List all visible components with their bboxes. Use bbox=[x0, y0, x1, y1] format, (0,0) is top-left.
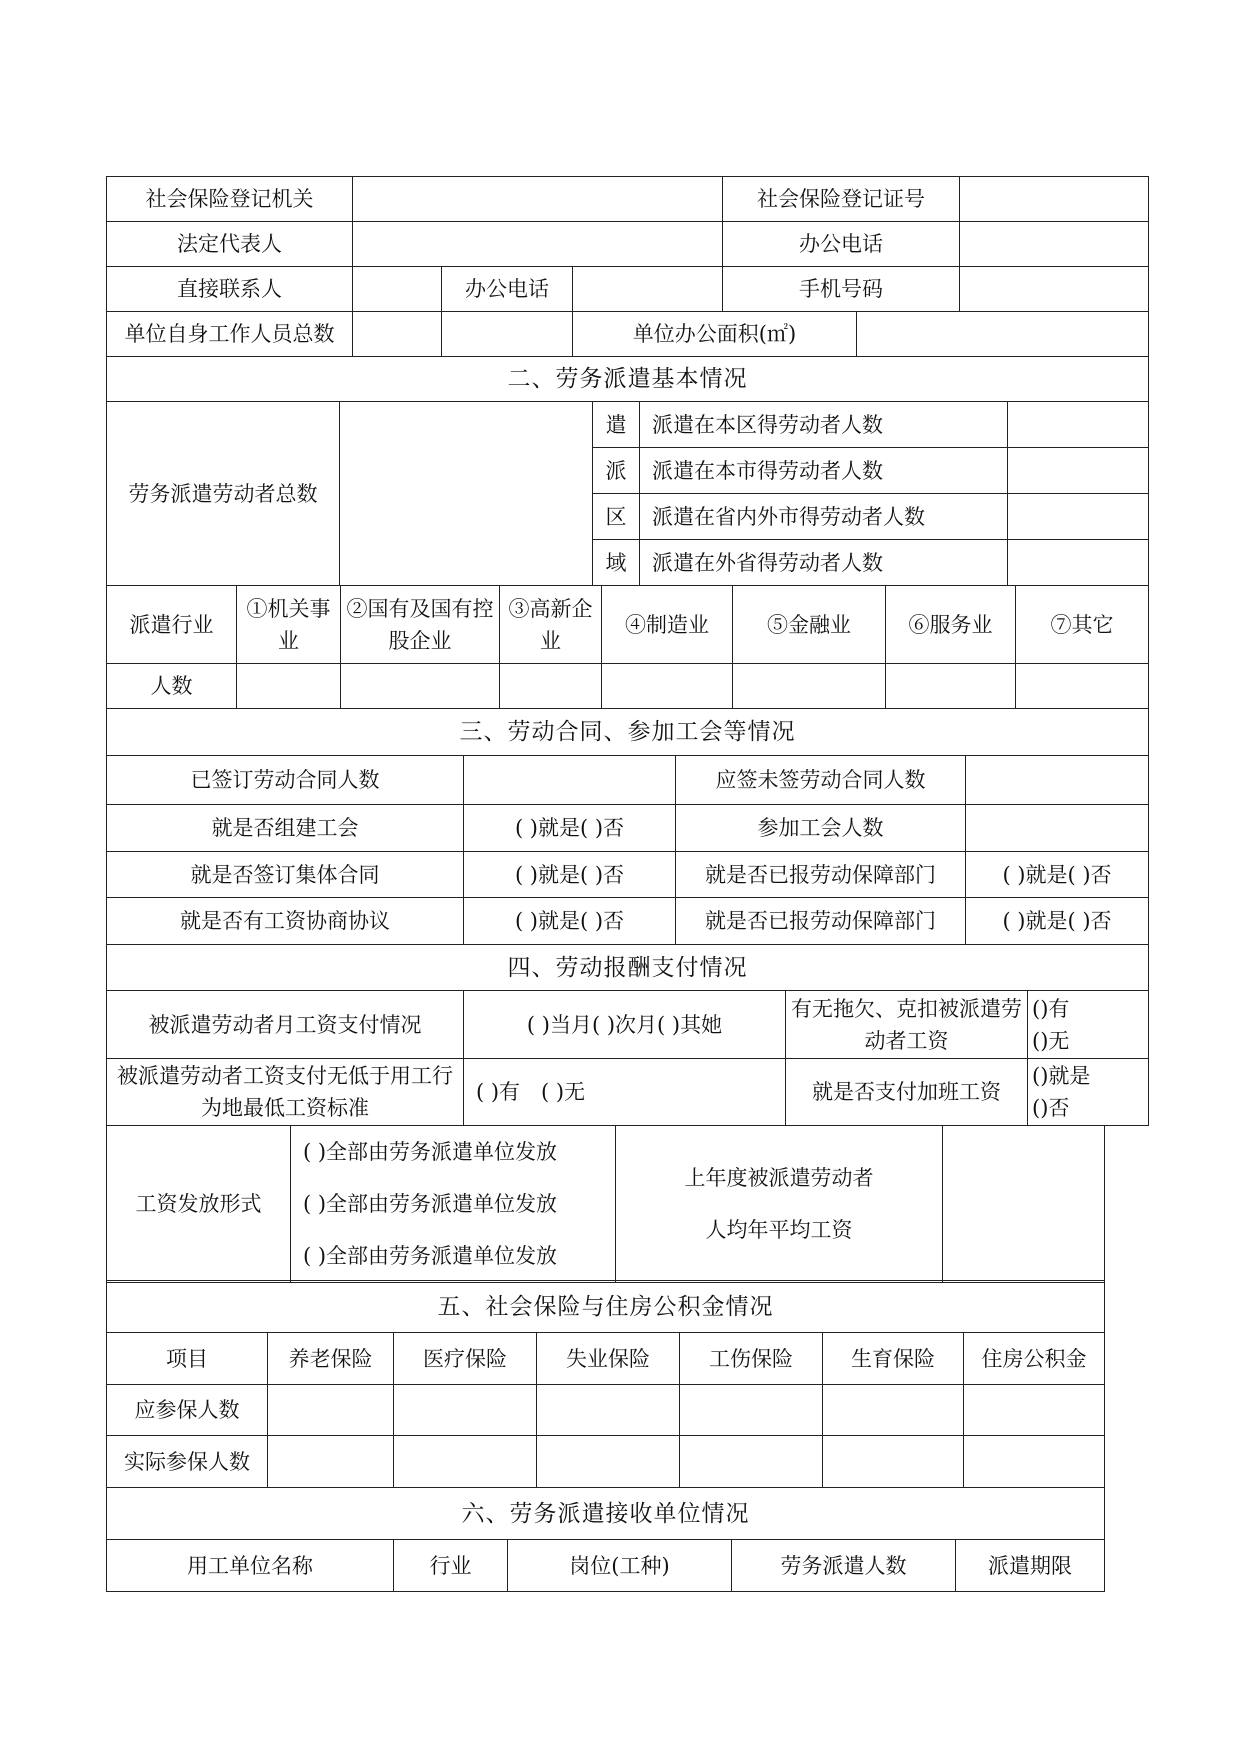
avg-wage-field[interactable] bbox=[943, 1126, 1105, 1283]
label-union: 就是否组建工会 bbox=[107, 805, 464, 852]
section-6-title: 六、劳务派遣接收单位情况 bbox=[107, 1488, 1105, 1540]
arrears-no[interactable]: ()无 bbox=[1032, 1028, 1070, 1053]
should-injury-field[interactable] bbox=[680, 1385, 823, 1436]
header-housing-fund: 住房公积金 bbox=[964, 1333, 1105, 1385]
label-avg-wage-line2: 人均年平均工资 bbox=[705, 1218, 853, 1242]
label-legal-rep: 法定代表人 bbox=[107, 222, 353, 267]
contact-field[interactable] bbox=[353, 267, 442, 312]
office-phone2-field[interactable] bbox=[573, 267, 723, 312]
header-industry: 行业 bbox=[394, 1540, 508, 1592]
region-char-4: 域 bbox=[593, 540, 640, 586]
label-avg-wage-line1: 上年度被派遣劳动者 bbox=[684, 1166, 874, 1190]
count-other-field[interactable] bbox=[1016, 664, 1149, 709]
label-si-authority: 社会保险登记机关 bbox=[107, 177, 353, 222]
basic-info-table bbox=[106, 176, 1149, 357]
staff-total-field-2[interactable] bbox=[442, 312, 573, 357]
wage-agreement-yes-no[interactable]: ( )就是( )否 bbox=[464, 898, 676, 945]
label-wage-agreement: 就是否有工资协商协议 bbox=[107, 898, 464, 945]
pay-form-option-3[interactable]: ( )全部由劳务派遣单位发放 bbox=[303, 1244, 558, 1268]
header-medical: 医疗保险 bbox=[394, 1333, 537, 1385]
label-unsigned-contracts: 应签未签劳动合同人数 bbox=[676, 756, 966, 805]
label-signed-contracts: 已签订劳动合同人数 bbox=[107, 756, 464, 805]
should-housing-field[interactable] bbox=[964, 1385, 1105, 1436]
overtime-no[interactable]: ()否 bbox=[1032, 1096, 1070, 1120]
should-maternity-field[interactable] bbox=[823, 1385, 964, 1436]
staff-total-field[interactable] bbox=[353, 312, 442, 357]
arrears-yes[interactable]: ()有 bbox=[1032, 996, 1070, 1021]
header-maternity: 生育保险 bbox=[823, 1333, 964, 1385]
header-employer-name: 用工单位名称 bbox=[107, 1540, 394, 1592]
industry-soe: ②国有及国有控股企业 bbox=[341, 586, 500, 664]
header-dispatch-term: 派遣期限 bbox=[956, 1540, 1105, 1592]
actual-unemployment-field[interactable] bbox=[537, 1436, 680, 1488]
mobile-field[interactable] bbox=[960, 267, 1149, 312]
section-5-title: 五、社会保险与住房公积金情况 bbox=[107, 1281, 1105, 1333]
header-unemployment: 失业保险 bbox=[537, 1333, 680, 1385]
union-yes-no[interactable]: ( )就是( )否 bbox=[464, 805, 676, 852]
section-2-title: 二、劳务派遣基本情况 bbox=[107, 357, 1149, 402]
reported2-yes-no[interactable]: ( )就是( )否 bbox=[966, 898, 1149, 945]
industry-gov: ①机关事业 bbox=[237, 586, 341, 664]
label-office-phone2: 办公电话 bbox=[442, 267, 573, 312]
count-manufacturing-field[interactable] bbox=[602, 664, 733, 709]
label-staff-total: 单位自身工作人员总数 bbox=[107, 312, 353, 357]
count-gov-field[interactable] bbox=[237, 664, 341, 709]
section-3-title: 三、劳动合同、参加工会等情况 bbox=[107, 709, 1149, 756]
actual-housing-field[interactable] bbox=[964, 1436, 1105, 1488]
actual-injury-field[interactable] bbox=[680, 1436, 823, 1488]
should-pension-field[interactable] bbox=[268, 1385, 394, 1436]
si-number-field[interactable] bbox=[960, 177, 1149, 222]
label-region-city: 派遣在本市得劳动者人数 bbox=[640, 448, 1008, 494]
count-service-field[interactable] bbox=[886, 664, 1016, 709]
header-injury: 工伤保险 bbox=[680, 1333, 823, 1385]
count-hitech-field[interactable] bbox=[500, 664, 602, 709]
label-si-number: 社会保险登记证号 bbox=[723, 177, 960, 222]
label-region-province: 派遣在省内外市得劳动者人数 bbox=[640, 494, 1008, 540]
label-region-district: 派遣在本区得劳动者人数 bbox=[640, 402, 1008, 448]
industry-other: ⑦其它 bbox=[1016, 586, 1149, 664]
label-contact: 直接联系人 bbox=[107, 267, 353, 312]
collective-yes-no[interactable]: ( )就是( )否 bbox=[464, 852, 676, 898]
label-reported: 就是否已报劳动保障部门 bbox=[676, 852, 966, 898]
actual-maternity-field[interactable] bbox=[823, 1436, 964, 1488]
should-unemployment-field[interactable] bbox=[537, 1385, 680, 1436]
count-finance-field[interactable] bbox=[733, 664, 886, 709]
pay-form-table bbox=[106, 1125, 1105, 1283]
monthly-pay-options[interactable]: ( )当月( )次月( )其她 bbox=[464, 991, 786, 1059]
should-medical-field[interactable] bbox=[394, 1385, 537, 1436]
label-reported-2: 就是否已报劳动保障部门 bbox=[676, 898, 966, 945]
label-industry: 派遣行业 bbox=[107, 586, 237, 664]
label-should-insure: 应参保人数 bbox=[107, 1385, 268, 1436]
receiving-units-table bbox=[106, 1487, 1105, 1592]
union-members-field[interactable] bbox=[966, 805, 1149, 852]
header-pension: 养老保险 bbox=[268, 1333, 394, 1385]
actual-medical-field[interactable] bbox=[394, 1436, 537, 1488]
industry-manufacturing: ④制造业 bbox=[602, 586, 733, 664]
dispatch-basic-table bbox=[106, 356, 1149, 586]
office-area-field[interactable] bbox=[857, 312, 1149, 357]
section-4-title: 四、劳动报酬支付情况 bbox=[107, 945, 1149, 991]
label-min-wage: 被派遣劳动者工资支付无低于用工行为地最低工资标准 bbox=[107, 1059, 464, 1126]
label-office-area: 单位办公面积(㎡) bbox=[573, 312, 857, 357]
label-monthly-pay: 被派遣劳动者月工资支付情况 bbox=[107, 991, 464, 1059]
signed-contracts-field[interactable] bbox=[464, 756, 676, 805]
label-actual-insure: 实际参保人数 bbox=[107, 1436, 268, 1488]
count-soe-field[interactable] bbox=[341, 664, 500, 709]
region-other-province-field[interactable] bbox=[1008, 540, 1149, 586]
label-office-phone: 办公电话 bbox=[723, 222, 960, 267]
region-char-2: 派 bbox=[593, 448, 640, 494]
min-wage-options[interactable]: ( )有 ( )无 bbox=[464, 1059, 786, 1126]
unsigned-contracts-field[interactable] bbox=[966, 756, 1149, 805]
label-dispatch-total: 劳务派遣劳动者总数 bbox=[107, 402, 340, 586]
legal-rep-field[interactable] bbox=[353, 222, 723, 267]
region-char-3: 区 bbox=[593, 494, 640, 540]
si-authority-field[interactable] bbox=[353, 177, 723, 222]
dispatch-total-field[interactable] bbox=[340, 402, 593, 586]
header-position: 岗位(工种) bbox=[508, 1540, 732, 1592]
overtime-yes[interactable]: ()就是 bbox=[1032, 1064, 1091, 1088]
insurance-table bbox=[106, 1280, 1105, 1488]
label-region-other-province: 派遣在外省得劳动者人数 bbox=[640, 540, 1008, 586]
label-overtime: 就是否支付加班工资 bbox=[786, 1059, 1028, 1126]
header-dispatch-count: 劳务派遣人数 bbox=[732, 1540, 956, 1592]
label-union-members: 参加工会人数 bbox=[676, 805, 966, 852]
industry-service: ⑥服务业 bbox=[886, 586, 1016, 664]
industry-hitech: ③高新企业 bbox=[500, 586, 602, 664]
region-province-field[interactable] bbox=[1008, 494, 1149, 540]
actual-pension-field[interactable] bbox=[268, 1436, 394, 1488]
region-city-field[interactable] bbox=[1008, 448, 1149, 494]
industry-finance: ⑤金融业 bbox=[733, 586, 886, 664]
header-item: 项目 bbox=[107, 1333, 268, 1385]
label-arrears: 有无拖欠、克扣被派遣劳动者工资 bbox=[786, 991, 1028, 1059]
pay-table bbox=[106, 944, 1149, 1126]
industry-table bbox=[106, 585, 1149, 709]
contract-union-table bbox=[106, 708, 1149, 945]
label-mobile: 手机号码 bbox=[723, 267, 960, 312]
reported-yes-no[interactable]: ( )就是( )否 bbox=[966, 852, 1149, 898]
pay-form-option-2[interactable]: ( )全部由劳务派遣单位发放 bbox=[303, 1192, 558, 1216]
office-phone-field[interactable] bbox=[960, 222, 1149, 267]
label-pay-form: 工资发放形式 bbox=[107, 1126, 291, 1283]
label-collective-contract: 就是否签订集体合同 bbox=[107, 852, 464, 898]
pay-form-option-1[interactable]: ( )全部由劳务派遣单位发放 bbox=[303, 1140, 558, 1164]
region-char-1: 遣 bbox=[593, 402, 640, 448]
label-count: 人数 bbox=[107, 664, 237, 709]
region-district-field[interactable] bbox=[1008, 402, 1149, 448]
